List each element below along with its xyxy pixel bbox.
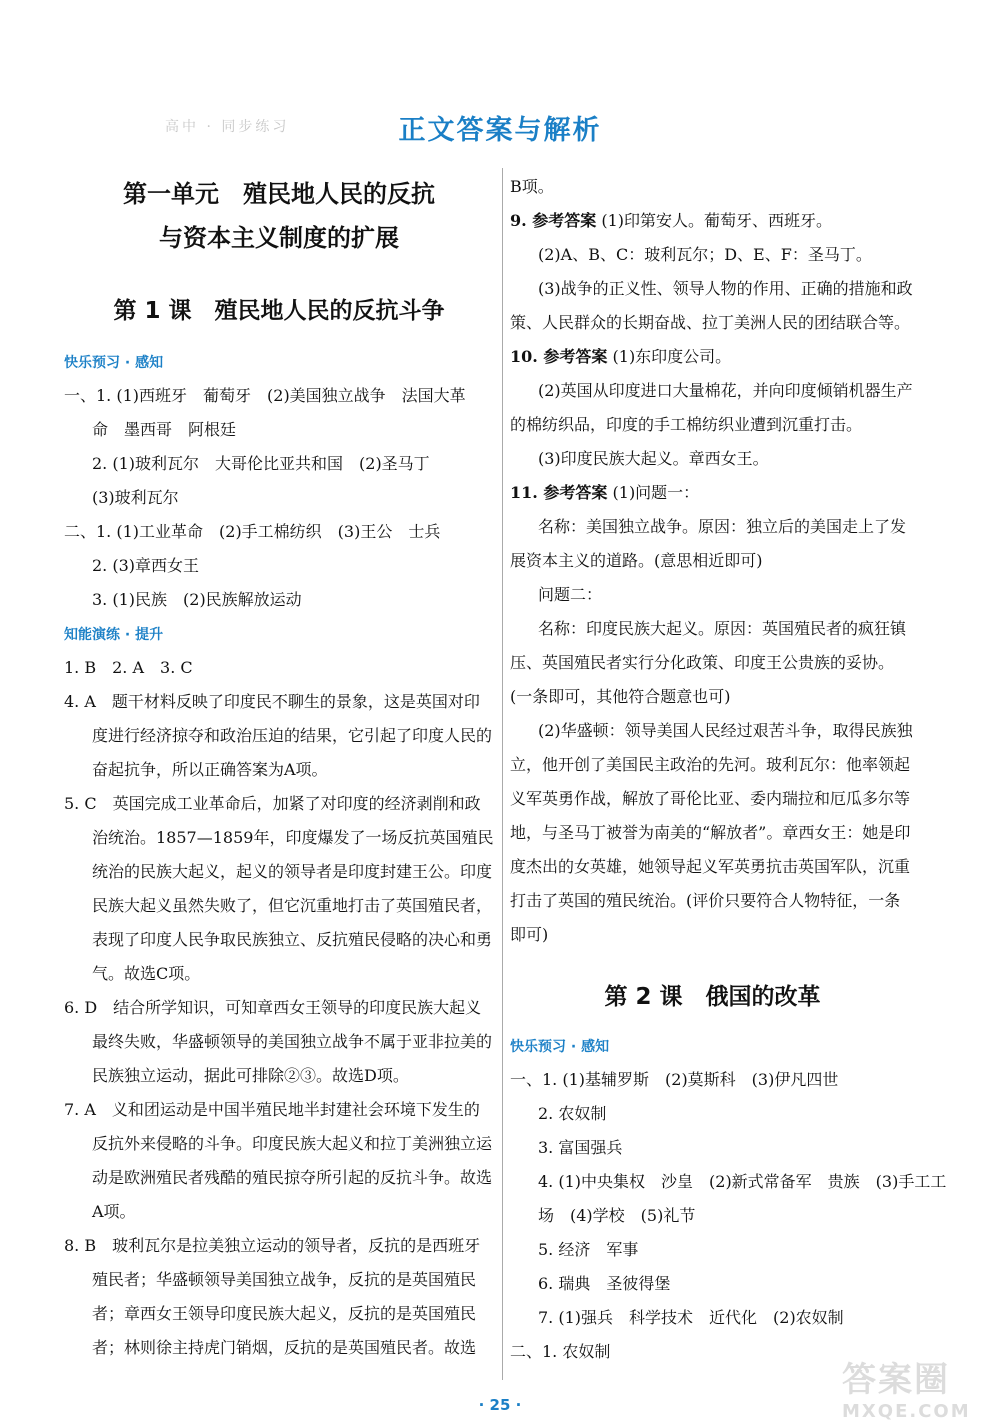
answer-6: 6. D 结合所学知识，可知章西女王领导的印度民族大起义最终失败，华盛顿领导的美国独立战争不属于亚非拉美的民族独立运动，据此可排除②③。故选D项。: [64, 998, 493, 1085]
answer-9-part3: (3)战争的正义性、领导人物的作用、正确的措施和政策、人民群众的长期奋战、拉丁美洲人民的团结联合等。: [510, 279, 913, 332]
answer-11-part2: 名称：美国独立战争。原因：独立后的美国走上了发展资本主义的道路。(意思相近即可): [510, 517, 907, 570]
right-column: [510, 170, 947, 1369]
lesson2-line: 2. 农奴制: [538, 1104, 607, 1123]
lesson2-line: 场 (4)学校 (5)礼节: [538, 1206, 696, 1225]
watermark-top: 答案圈: [842, 1360, 950, 1400]
page-title: 正文答案与解析: [398, 115, 602, 146]
faded-header-text: 高中 · 同步练习: [165, 119, 290, 135]
answer-10: [510, 340, 915, 374]
answer-10-part3: (3)印度民族大起义。章西女王。: [538, 449, 769, 468]
preview-line: 一、1. (1)西班牙 葡萄牙 (2)美国独立战争 法国大革: [64, 386, 466, 405]
answer-10-part2: (2)英国从印度进口大量棉花，并向印度倾销机器生产的棉纺织品，印度的手工棉纺织业遭到沉重打击。: [510, 381, 913, 434]
lesson2-line: 一、1. (1)基辅罗斯 (2)莫斯科 (3)伊凡四世: [510, 1070, 839, 1089]
preview-line: 命 墨西哥 阿根廷: [92, 420, 237, 439]
answer-11-part5: (2)华盛顿：领导美国人民经过艰苦斗争，取得民族独立，他开创了美国民主政治的先河。玻利瓦尔：他率领起义军英勇作战，解放了哥伦比亚、委内瑞拉和厄瓜多尔等地，与圣马丁被誉为南美的“解放者”。章西女王：她是印度杰出的女英雄，她领导起义军英勇抗击英国军队，沉重打击了英国的殖民统治。(评价只要符合人物特征，一条即可): [510, 721, 913, 944]
answer-7: 7. A 义和团运动是中国半殖民地半封建社会环境下发生的反抗外来侵略的斗争。印度民族大起义和拉丁美洲独立运动是欧洲殖民者残酷的殖民掠夺所引起的反抗斗争。故选A项。: [64, 1100, 493, 1221]
section-preview-heading: 快乐预习 · 感知: [64, 355, 164, 371]
left-column: [64, 170, 494, 1365]
watermark-bottom: MXQE.COM: [842, 1401, 971, 1422]
preview-line: 2. (3)章西女王: [92, 556, 200, 575]
lesson2-line: 5. 经济 军事: [538, 1240, 639, 1259]
answer-11-part3: 问题二：: [538, 585, 603, 604]
section-preview-heading-2: 快乐预习 · 感知: [510, 1039, 610, 1055]
answer-11-part1: (1)问题一：: [612, 483, 700, 502]
unit-title-line2: 与资本主义制度的扩展: [159, 224, 399, 252]
column-divider: [502, 168, 503, 1380]
page-number: · 25 ·: [478, 1396, 522, 1414]
answer-simple: 1. B 2. A 3. C: [64, 658, 193, 677]
section-practice-heading: 知能演练 · 提升: [64, 627, 164, 643]
lesson2-line: 4. (1)中央集权 沙皇 (2)新式常备军 贵族 (3)手工工: [538, 1172, 947, 1191]
lesson2-line: 6. 瑞典 圣彼得堡: [538, 1274, 671, 1293]
lesson1-title: 第 1 课 殖民地人民的反抗斗争: [113, 298, 445, 324]
preview-line: (3)玻利瓦尔: [92, 488, 179, 507]
answer-5: 5. C 英国完成工业革命后，加紧了对印度的经济剥削和政治统治。1857—1859年，印度爆发了一场反抗英国殖民统治的民族大起义，起义的领导者是印度封建王公。印度民族大起义虽然失败了，但它沉重地打击了英国殖民者，表现了印度人民争取民族独立、反抗殖民侵略的决心和勇气。故选C项。: [64, 794, 494, 983]
answer-9-head: 9. 参考答案: [510, 211, 597, 230]
answer-9-part2: (2)A、B、C：玻利瓦尔；D、E、F：圣马丁。: [538, 245, 872, 264]
lesson2-line: 7. (1)强兵 科学技术 近代化 (2)农奴制: [538, 1308, 844, 1327]
preview-line: 二、1. (1)工业革命 (2)手工棉纺织 (3)王公 士兵: [64, 522, 441, 541]
answer-9-part1: (1)印第安人。葡萄牙、西班牙。: [601, 211, 833, 230]
answer-11-head: 11. 参考答案: [510, 483, 608, 502]
lesson2-title: 第 2 课 俄国的改革: [604, 984, 821, 1010]
answer-8-continued: B项。: [510, 177, 554, 196]
answer-11-part4: 名称：印度民族大起义。原因：英国殖民者的疯狂镇压、英国殖民者实行分化政策、印度王公贵族的妥协。(一条即可，其他符合题意也可): [510, 619, 907, 706]
preview-line: 2. (1)玻利瓦尔 大哥伦比亚共和国 (2)圣马丁: [92, 454, 430, 473]
answer-10-part1: (1)东印度公司。: [612, 347, 732, 366]
answer-9: [510, 204, 915, 238]
answer-10-head: 10. 参考答案: [510, 347, 608, 366]
preview-line: 3. (1)民族 (2)民族解放运动: [92, 590, 302, 609]
unit-title-line1: 第一单元 殖民地人民的反抗: [123, 180, 435, 208]
answer-8: 8. B 玻利瓦尔是拉美独立运动的领导者，反抗的是西班牙殖民者；华盛顿领导美国独立战争，反抗的是英国殖民者；章西女王领导印度民族大起义，反抗的是英国殖民者；林则徐主持虎门销烟，反抗的是英国殖民者。故选: [64, 1236, 481, 1357]
answer-4: 4. A 题干材料反映了印度民不聊生的景象，这是英国对印度进行经济掠夺和政治压迫的结果，它引起了印度人民的奋起抗争，所以正确答案为A项。: [64, 692, 493, 779]
answer-11: [510, 476, 915, 510]
watermark-logo: [842, 1352, 992, 1422]
lesson2-line: 二、1. 农奴制: [510, 1342, 611, 1361]
lesson2-line: 3. 富国强兵: [538, 1138, 623, 1157]
